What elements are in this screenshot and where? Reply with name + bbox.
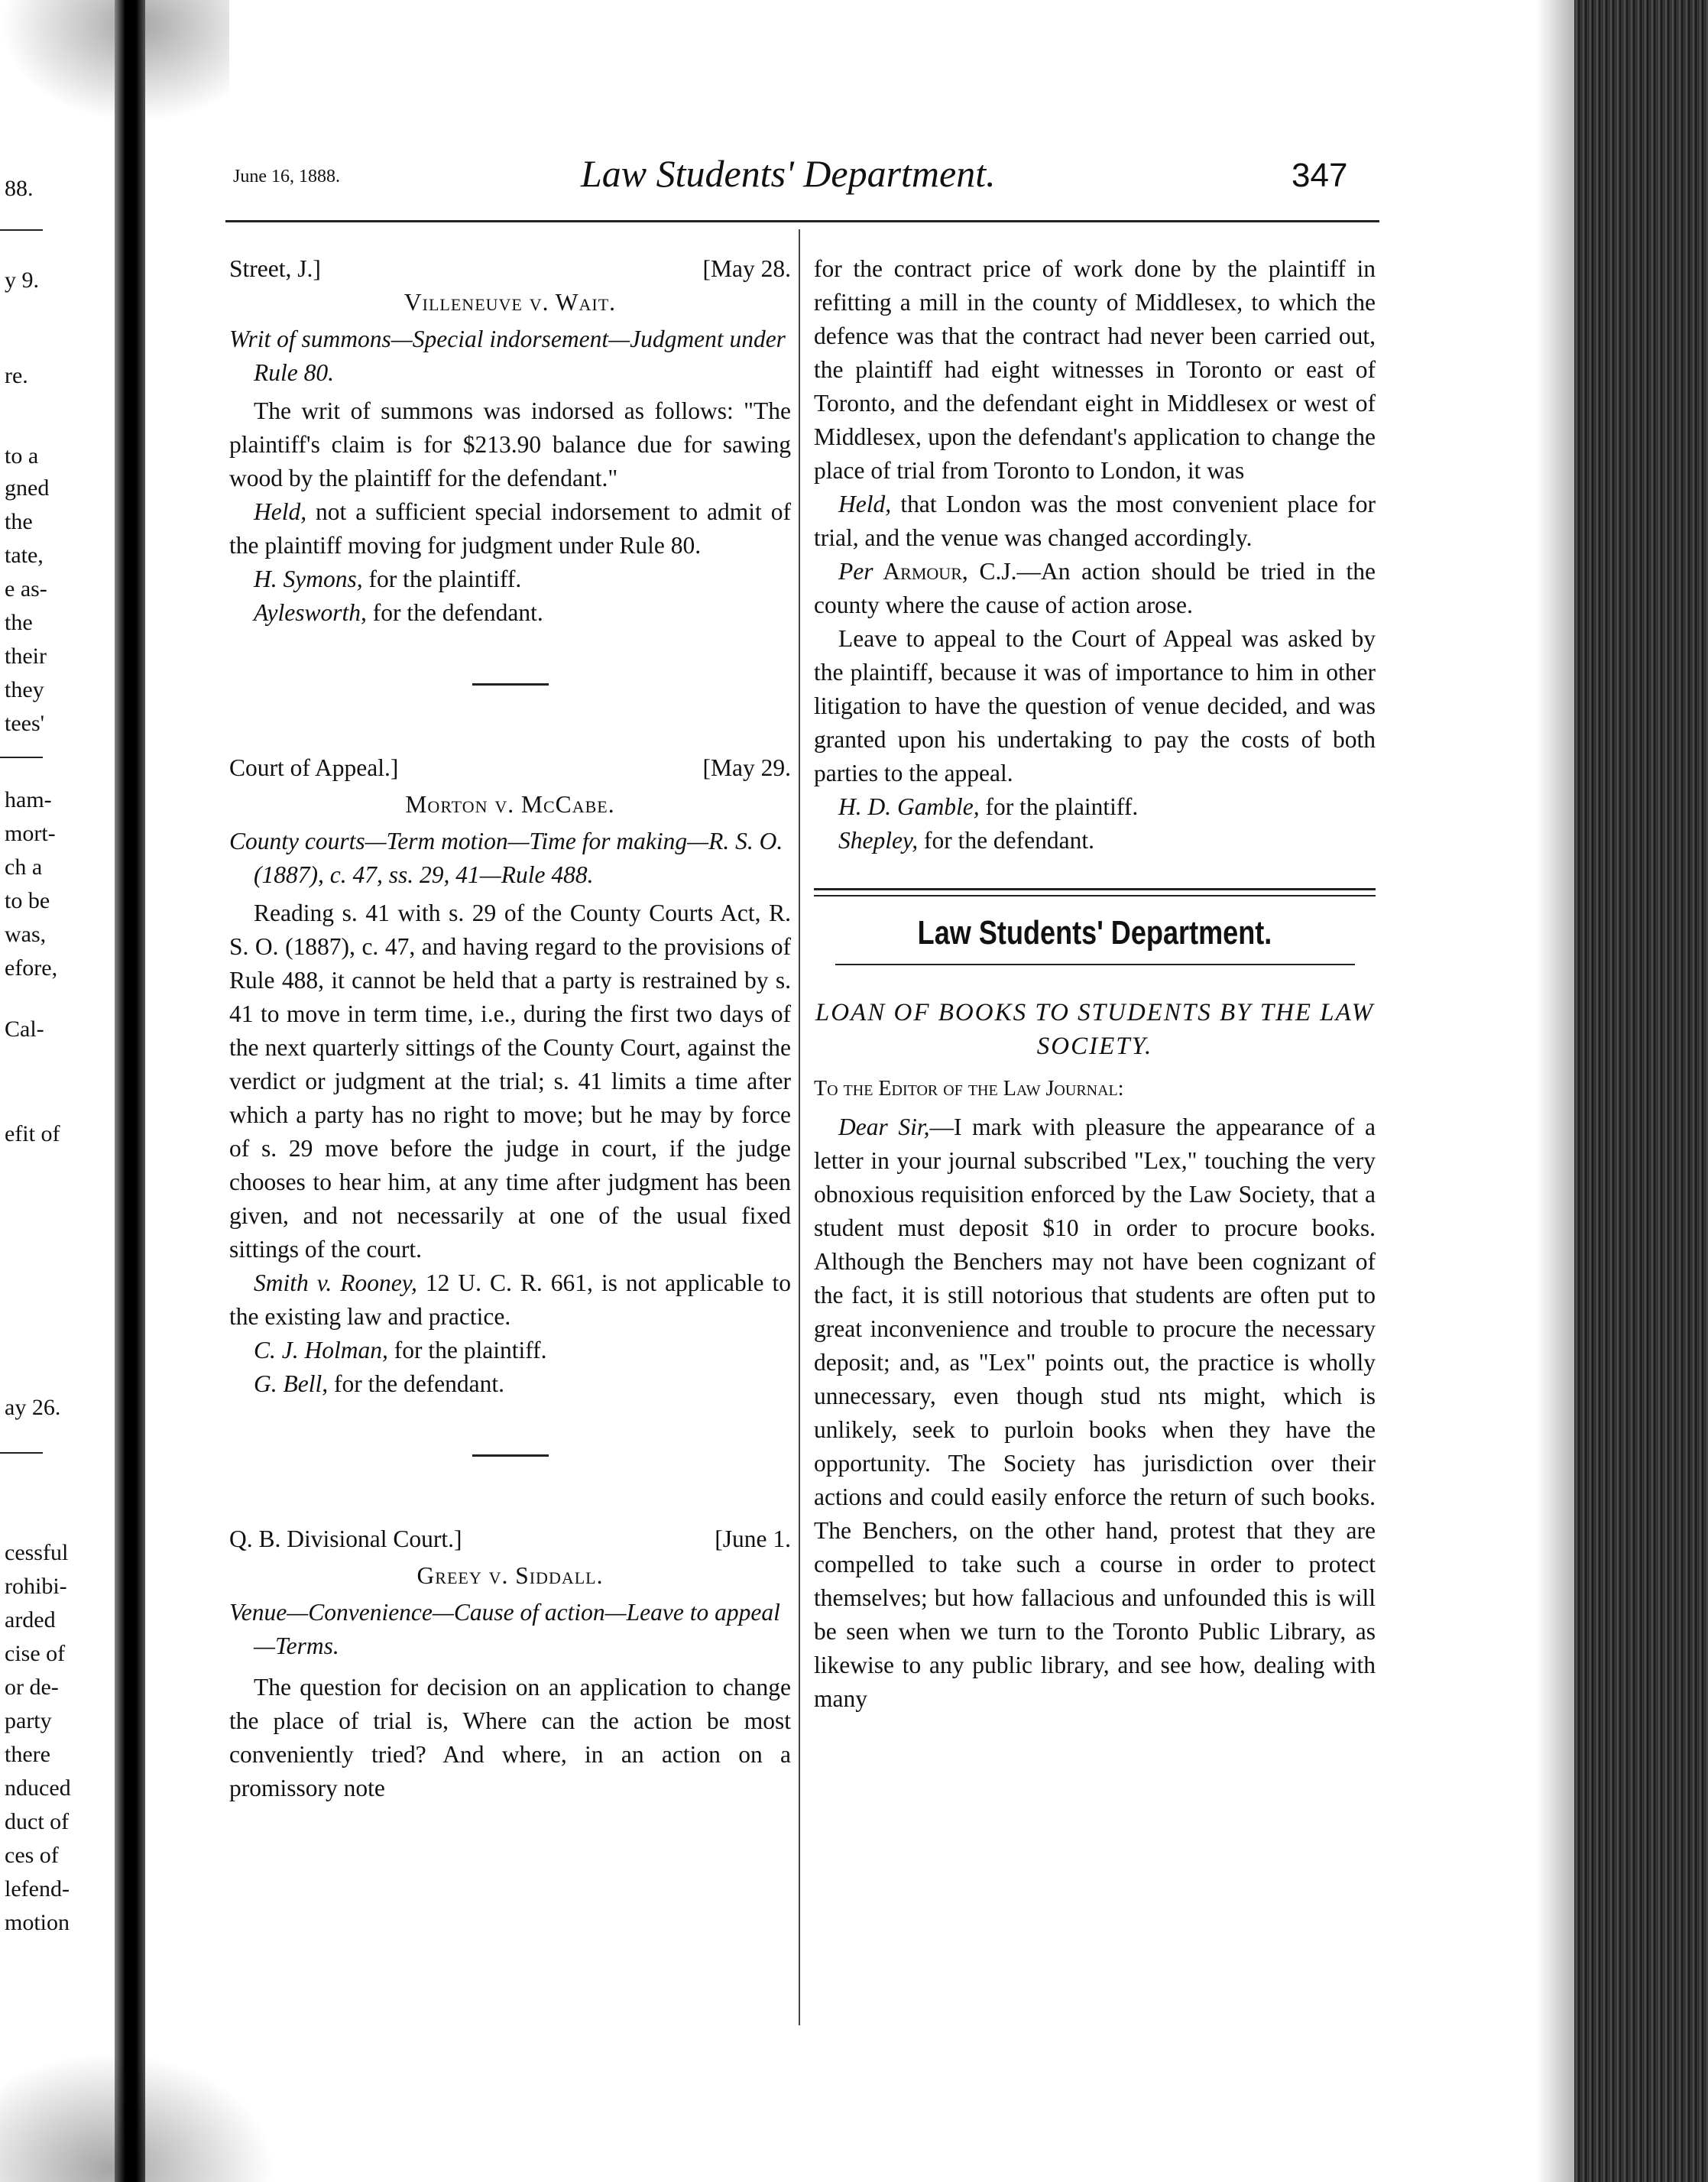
section-double-rule [814,888,1376,896]
case-greey [229,1522,791,1805]
gutter-fragment: ay 26. [5,1395,61,1420]
gutter-fragment: the [5,610,33,635]
book-binding [115,0,145,2182]
gutter-fragment: tate, [5,543,44,568]
case-villeneuve [229,252,791,630]
left-column [229,252,791,1805]
section-title: Law Students' Department. [917,914,1272,952]
gutter-fragment: tees' [5,711,45,736]
case-paragraph: Reading s. 41 with s. 29 of the County Courts Act, R. S. O. (1887), c. 47, and having regard to the provisions of Rule 488, it cannot be held that a party is restrained by s. 41 to move in term time, i.e., during the first two days of the next quarterly sittings of the County Court, against the verdict or judgment at the trial; s. 41 limits a time after which a party has no right to move; but he may by force of s. 29 move before the judge in court, if the judge chooses to hear him, at any time after judgment has been given, and not necessarily at one of the usual fixed sittings of the court. [229,900,791,1263]
letter-body [814,1110,1376,1716]
case-morton [229,751,791,1401]
gutter-fragment: to a [5,443,39,468]
case-citation [229,1266,791,1334]
header-date: June 16, 1888. [233,167,340,186]
gutter-fragment: they [5,677,44,702]
case-date: [May 29. [702,754,791,781]
counsel-name: H. Symons, [254,566,363,592]
held-label: Held, [838,491,892,517]
per-label: Per [838,558,873,585]
header-rule [225,220,1379,222]
gutter-fragment: motion [5,1910,70,1935]
book-edge-right [1574,0,1708,2182]
case-leave: Leave to appeal to the Court of Appeal was asked by the plaintiff, because it was of importance to him in other litigation to have the question of venue decided, and was granted upon his undertaking to pay the costs of both parties to the appeal. [814,625,1376,786]
citation-name: Smith v. Rooney, [254,1269,417,1296]
section-rule [835,964,1355,965]
header-title: Law Students' Department. [581,152,996,195]
gutter-fragment: their [5,644,47,669]
gutter-fragment: nduced [5,1775,71,1801]
counsel-line [814,790,1376,824]
gutter-fragment: cessful [5,1540,69,1565]
gutter-fragment: ces of [5,1843,59,1868]
counsel-role: for the defendant. [366,599,543,626]
held-text: that London was the most convenient place for trial, and the venue was changed accordingly. [814,491,1376,551]
gutter-fragment: ham- [5,787,52,812]
gutter-fragment: to be [5,888,50,913]
citation-text: 12 U. C. R. 661, is not applicable to the existing law and practice. [229,1269,791,1330]
counsel-role: for the defendant. [328,1370,505,1397]
case-court: Court of Appeal.] [229,754,399,781]
counsel-line [229,596,791,630]
letter-address: To the Editor of the Law Journal: [814,1077,1124,1101]
case-separator [472,683,549,686]
gutter-fragment: gned [5,475,50,501]
gutter-fragment: Cal- [5,1016,44,1042]
case-paragraph: The question for decision on an application to change the place of trial is, Where can the action be most conveniently tried? And where, in an action on a promissory note [229,1674,791,1801]
per-text: C.J.—An action should be tried in the county where the cause of action arose. [814,558,1376,618]
counsel-line [229,563,791,596]
case-separator [472,1454,549,1457]
case-per [814,555,1376,622]
column-divider [799,229,800,2025]
counsel-name: Shepley, [838,827,919,854]
case-headnote: Venue—Convenience—Cause of action—Leave to appeal—Terms. [229,1599,780,1659]
case-paragraph: The writ of summons was indorsed as follows: "The plaintiff's claim is for $213.90 balance due for sawing wood by the plaintiff for the defendant." [229,397,791,491]
counsel-name: C. J. Holman, [254,1337,388,1363]
case-title: Villeneuve v. Wait. [404,289,617,316]
gutter-fragment: lefend- [5,1876,70,1902]
gutter-fragment: party [5,1708,52,1733]
held-label: Held, [254,498,307,525]
judge-name: Armour, [873,558,968,585]
case-held [814,488,1376,555]
counsel-line [229,1367,791,1401]
counsel-name: Aylesworth, [254,599,367,626]
letter-salutation: Dear Sir, [838,1114,930,1140]
case-title: Greey v. Siddall. [416,1562,604,1589]
gutter-fragment: rohibi- [5,1574,67,1599]
case-paragraph-continued: for the contract price of work done by the plaintiff in refitting a mill in the county of Middlesex, to which the defence was that the contract had never been carried out, the plaintiff had eight witnesses in Toronto or east of Toronto, and the defendant eight in Middlesex or west of Middlesex, upon the defendant's application to change the place of trial from Toronto to London, it was [814,255,1376,484]
counsel-name: H. D. Gamble, [838,793,980,820]
counsel-line [229,1334,791,1367]
case-court: Q. B. Divisional Court.] [229,1525,462,1552]
gutter-rule [0,1452,43,1454]
counsel-role: for the plaintiff. [362,566,522,592]
case-court-line [229,252,791,286]
case-headnote: Writ of summons—Special indorsement—Judgment under Rule 80. [229,326,786,386]
held-text: not a sufficient special indorsement to admit of the plaintiff moving for judgment under Rule 80. [229,498,791,559]
gutter-fragment: y 9. [5,267,39,293]
right-column [814,252,1376,1716]
counsel-role: for the plaintiff. [979,793,1139,820]
case-court: Street, J.] [229,255,321,282]
gutter-fragment: mort- [5,821,56,846]
counsel-role: for the defendant. [918,827,1094,854]
gutter-fragment: there [5,1742,50,1767]
gutter-fragment: e as- [5,576,47,601]
facing-page-gutter [0,0,115,2182]
case-headnote: County courts—Term motion—Time for making—R. S. O. (1887), c. 47, ss. 29, 41—Rule 488. [229,828,783,888]
gutter-fragment: the [5,509,33,534]
gutter-fragment: efore, [5,955,58,981]
letter-text: —I mark with pleasure the appearance of a letter in your journal subscribed "Lex," touching the very obnoxious requisition enforced by the Law Society, that a student must deposit $10 in order to procure books. Although the Benchers may not have been cognizant of the fact, it is still notorious that students are often put to great inconvenience and trouble to procure the necessary deposit; and, as "Lex" points out, the practice is wholly unnecessary, even though stud nts might, which is unlikely, seek to purloin books when they have the opportunity. The Society has jurisdiction over their actions and could easily enforce the return of such books. The Benchers, on the other hand, protest that they are compelled to take such a course in order to protect themselves; but how fallacious and unfounded this is will be seen when we turn to the Toronto Public Library, as likewise to any public library, and see how, dealing with many [814,1114,1376,1712]
case-court-line [229,751,791,785]
page-number: 347 [1292,157,1348,194]
gutter-fragment: re. [5,363,28,388]
case-held [229,495,791,563]
gutter-fragment: or de- [5,1675,59,1700]
gutter-rule [0,757,43,758]
gutter-fragment: arded [5,1607,56,1632]
case-title: Morton v. McCabe. [405,791,615,818]
counsel-role: for the plaintiff. [387,1337,547,1363]
gutter-fragment: duct of [5,1809,70,1834]
counsel-line [814,824,1376,858]
gutter-fragment: efit of [5,1121,60,1146]
case-date: [May 28. [702,255,791,282]
gutter-fragment: ch a [5,854,43,880]
gutter-fragment: 88. [5,176,34,201]
article-title: LOAN OF BOOKS TO STUDENTS BY THE LAW SOCIETY. [815,999,1375,1060]
counsel-name: G. Bell, [254,1370,329,1397]
case-date: [June 1. [715,1525,791,1552]
case-court-line [229,1522,791,1556]
gutter-fragment: was, [5,922,47,947]
gutter-fragment: cise of [5,1641,66,1666]
gutter-rule [0,229,43,231]
